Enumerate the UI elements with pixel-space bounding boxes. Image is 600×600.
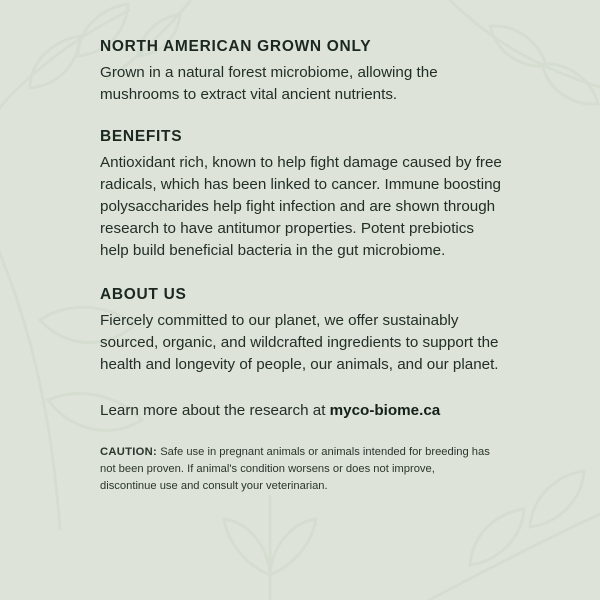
section-body-about: Fiercely committed to our planet, we offer sustainably sourced, organic, and wildcrafted ingredients to support the health and longevity of people, our animals, and our planet. (100, 312, 499, 374)
label-content (100, 38, 502, 495)
learn-more-prefix: Learn more about the research at (100, 402, 330, 420)
caution-text: Safe use in pregnant animals or animals intended for breeding has not been proven. If animal's condition worsens or does not improve, discontinue use and consult your veterinarian. (100, 446, 490, 492)
section-benefits (100, 128, 502, 262)
leaf-watermark-bottom-center (150, 485, 390, 600)
section-heading-grown: NORTH AMERICAN GROWN ONLY (100, 38, 372, 55)
learn-more-line (100, 400, 502, 422)
website-link[interactable]: myco-biome.ca (329, 402, 441, 420)
section-heading-about: ABOUT US (100, 286, 187, 304)
section-north-american-grown (100, 38, 502, 106)
section-heading-benefits: BENEFITS (100, 128, 183, 146)
section-body-benefits: Antioxidant rich, known to help fight damage caused by free radicals, which has been linked to cancer. Immune boosting polysaccharides help fight infection and are shown through research to have antitumor properties. Potent prebiotics help build beneficial bacteria in the gut microbiome. (100, 154, 502, 260)
section-body-grown: Grown in a natural forest microbiome, allowing the mushrooms to extract vital ancient nutrients. (100, 64, 438, 104)
caution-label: CAUTION: (100, 446, 158, 459)
caution-notice (100, 444, 492, 494)
section-about-us (100, 286, 502, 376)
